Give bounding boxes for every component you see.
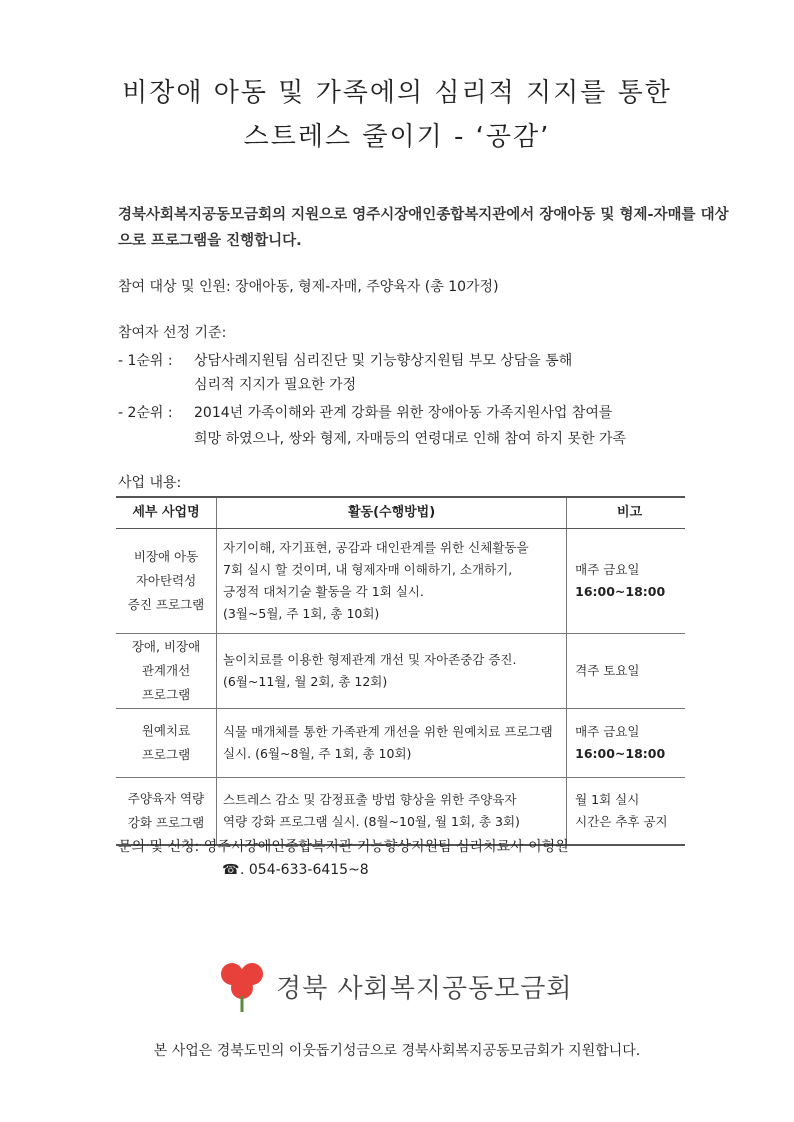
criteria-item-2 <box>118 402 612 422</box>
activity-cell <box>217 709 567 778</box>
activity-line: 놀이치료를 이용한 형제관계 개선 및 자아존중감 증진. <box>223 652 517 667</box>
table-row <box>116 529 685 634</box>
note-cell <box>567 634 685 709</box>
contact-line <box>118 836 569 856</box>
footer-note: 본 사업은 경북도민의 이웃돕기성금으로 경북사회복지공동모금회가 지원합니다. <box>153 1043 641 1059</box>
note-cell <box>567 778 685 846</box>
document-title-line1: 비장애 아동 및 가족에의 심리적 지지를 통한 <box>122 78 672 108</box>
activity-line: 자기이해, 자기표현, 공감과 대인관계를 위한 신체활동을 <box>223 540 529 555</box>
note-cell <box>567 529 685 634</box>
note-line: 매주 금요일 <box>575 724 640 739</box>
activity-cell <box>217 634 567 709</box>
note-time: 16:00~18:00 <box>575 584 666 599</box>
criteria-item-2-prefix: - 2순위 : <box>118 405 173 421</box>
table-row <box>116 778 685 846</box>
program-name-line: 원예치료 <box>141 723 191 738</box>
program-name-line: 주양육자 역량 <box>127 791 205 806</box>
note-cell <box>567 709 685 778</box>
program-name-line: 강화 프로그램 <box>127 815 205 830</box>
contact-label: 문의 및 신청: <box>118 839 200 855</box>
note-line: 매주 금요일 <box>575 562 640 577</box>
activity-line: (6월~11월, 월 2회, 총 12회) <box>223 674 388 689</box>
program-name-cell <box>116 634 217 709</box>
activity-cell <box>217 778 567 846</box>
header-activity: 활동(수행방법) <box>217 497 567 529</box>
contact-text: 영주시장애인종합복지관 기능향상지원팀 심리치료사 이형원 <box>203 839 569 855</box>
program-name-line: 장애, 비장애 <box>131 639 201 654</box>
header-program-name: 세부 사업명 <box>116 497 217 529</box>
note-time: 16:00~18:00 <box>575 746 666 761</box>
activity-line: 역량 강화 프로그램 실시. (8월~10월, 월 1회, 총 3회) <box>223 814 520 829</box>
criteria-item-1-prefix: - 1순위 : <box>118 353 173 369</box>
telephone-icon: ☎ <box>222 862 240 878</box>
program-name-cell <box>116 778 217 846</box>
activity-line: 7회 실시 할 것이며, 내 형제자매 이해하기, 소개하기, <box>223 562 513 577</box>
phone-number: . 054-633-6415~8 <box>240 862 369 878</box>
activity-line: (3월~5월, 주 1회, 총 10회) <box>223 606 380 621</box>
program-name-line: 관계개선 <box>141 663 191 678</box>
community-chest-logo <box>216 958 576 1014</box>
document-title-line2: 스트레스 줄이기 - ‘공감’ <box>243 122 551 152</box>
program-name-line: 비장애 아동 <box>133 549 199 564</box>
criteria-item-1 <box>118 350 572 370</box>
criteria-heading: 참여자 선정 기준: <box>118 325 227 341</box>
header-note: 비고 <box>567 497 685 529</box>
program-name-line: 프로그램 <box>141 687 191 702</box>
activity-line: 실시. (6월~8월, 주 1회, 총 10회) <box>223 746 412 761</box>
phone-line <box>222 862 369 878</box>
program-name-line: 자아탄력성 <box>135 573 197 588</box>
note-line: 월 1회 실시 <box>575 792 640 807</box>
intro-paragraph: 경북사회복지공동모금회의 지원으로 영주시장애인종합복지관에서 장애아동 및 형제-자매를 대상으로 프로그램을 진행합니다. <box>118 207 729 249</box>
activity-cell <box>217 529 567 634</box>
table-row <box>116 709 685 778</box>
activity-line: 스트레스 감소 및 감정표출 방법 향상을 위한 주양육자 <box>223 792 517 807</box>
business-heading: 사업 내용: <box>118 475 182 491</box>
table-header-row <box>116 497 685 529</box>
note-line: 시간은 추후 공지 <box>575 814 668 829</box>
criteria-item-1-text: 상담사례지원팀 심리진단 및 기능향상지원팀 부모 상담을 통해 <box>194 353 573 369</box>
program-name-cell <box>116 529 217 634</box>
sarang-fruit-logo-icon <box>216 958 268 1014</box>
activity-line: 긍정적 대처기술 활동을 각 1회 실시. <box>223 584 424 599</box>
note-line: 격주 토요일 <box>575 663 640 678</box>
program-table <box>116 496 685 846</box>
criteria-item-2-text: 2014년 가족이해와 관계 강화를 위한 장애아동 가족지원사업 참여를 <box>194 405 613 421</box>
program-name-line: 프로그램 <box>141 747 191 762</box>
table-row <box>116 634 685 709</box>
program-name-line: 증진 프로그램 <box>127 597 205 612</box>
logo-text: 경북 사회복지공동모금회 <box>276 974 573 1004</box>
criteria-item-1-continuation: 심리적 지지가 필요한 가정 <box>194 377 357 393</box>
participants-line: 참여 대상 및 인원: 장애아동, 형제-자매, 주양육자 (총 10가정) <box>118 279 499 295</box>
activity-line: 식물 매개체를 통한 가족관계 개선을 위한 원예치료 프로그램 <box>223 724 553 739</box>
criteria-item-2-continuation: 희망 하였으나, 쌍와 형제, 자매등의 연령대로 인해 참여 하지 못한 가족 <box>194 431 627 447</box>
program-name-cell <box>116 709 217 778</box>
